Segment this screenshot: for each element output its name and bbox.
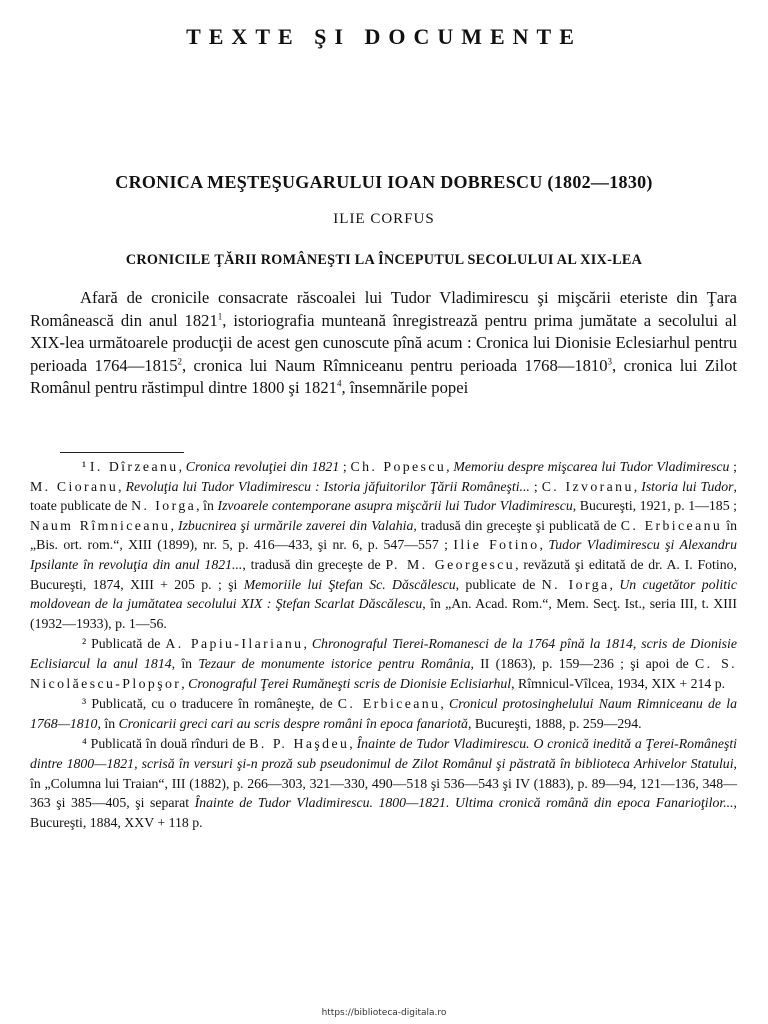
fn-text: , <box>178 459 186 474</box>
fn-text: , <box>303 636 312 652</box>
fn-text: , tradusă din greceşte şi publicată de <box>413 517 621 533</box>
fn-author: I. Dîrzeanu <box>89 459 179 474</box>
fn-title: Chronograful Tierei-Romanesci de la 1764 pînă la 1814, scris de Dionisie Eclisiarcul la anul 1814 <box>30 636 738 671</box>
fn-author: C. Erbiceanu <box>337 696 441 712</box>
fn-text: , <box>349 736 357 752</box>
fn-text: , în „An. Acad. Rom.“, Mem. Secţ. Ist., seria III, t. XIII (1932—1933), p. 1—56. <box>30 596 737 631</box>
article-title: CRONICA MEŞTEŞUGARULUI IOAN DOBRESCU (1802—1830) <box>115 172 653 192</box>
section-title: TEXTE ŞI DOCUMENTE <box>186 24 582 49</box>
fn-title: Înainte de Tudor Vladimirescu. O cronică inedită a Ţerei-Româneşti dintre 1800—1821, scrisă în versuri şi-n proză sub pseudonimul de Zilot Românul şi păstrată în biblioteca Arhivelor Statului <box>30 736 738 771</box>
fn-text: ; <box>529 478 542 494</box>
fn-text: , Bucureşti, 1888, p. 259—294. <box>467 715 642 731</box>
fn-author: M. Cioranu <box>30 478 119 494</box>
chapter-subtitle: CRONICILE ŢĂRII ROMÂNEŞTI LA ÎNCEPUTUL SECOLULUI AL XIX-LEA <box>125 252 643 268</box>
fn-author: A. Papiu-Ilarianu <box>165 636 304 652</box>
footnote-2 <box>30 634 737 693</box>
fn-title: Revoluţia lui Tudor Vladimirescu : Istoria jăfuitorilor Ţării Româneşti... <box>125 478 530 494</box>
fn-title: Istoria lui Tudor <box>641 478 734 494</box>
fn-author: Ch. Popescu <box>350 459 447 474</box>
body-text-run: , cronica lui Zilot Românul pentru răstimpul dintre 1800 şi 1821 <box>30 355 737 398</box>
fn-text: , <box>170 517 178 533</box>
fn-author: Naum Rîmniceanu <box>30 517 171 533</box>
fn-title: Înainte de Tudor Vladimirescu. 1800—1821. Ultima cronică română din epoca Fanarioţilor... <box>194 795 734 811</box>
footnotes-section <box>30 457 737 833</box>
body-text-run: Afară de cronicile consacrate răscoalei lui Tudor Vladimirescu şi mişcării eteriste din Ţara Românească din anul 1821 <box>30 288 737 330</box>
fn-title: Tezaur de monumente istorice pentru România <box>198 655 471 671</box>
fn-text: , <box>609 576 620 592</box>
source-url[interactable]: https://biblioteca-digitala.ro <box>321 1008 447 1018</box>
fn-text: , <box>446 459 454 474</box>
fn-title: Cronica revoluţiei din 1821 <box>185 459 340 474</box>
fn-text: , în <box>97 715 119 731</box>
fn-text: ; <box>729 459 737 474</box>
footnote-ref-2[interactable]: 2 <box>177 356 182 367</box>
fn-text: , <box>181 675 189 691</box>
fn-title: Cronicarii greci cari au scris despre români în epoca fanariotă <box>118 715 468 731</box>
fn-author: N. Iorga <box>131 498 197 514</box>
footnote-ref-1[interactable]: 1 <box>217 311 223 322</box>
footnote-ref-4[interactable]: 4 <box>336 378 342 389</box>
fn-title: Cronicul protosinghelului Naum Rimniceanu de la 1768—1810 <box>30 696 737 731</box>
footnote-4 <box>30 734 737 832</box>
author-name: ILIE CORFUS <box>333 211 435 227</box>
fn-author: P. M. Georgescu <box>385 556 516 572</box>
body-text <box>30 287 737 400</box>
fn-text: Publicată de <box>91 636 166 652</box>
fn-text: , II (1863), p. 159—236 ; şi apoi de <box>470 655 695 671</box>
fn-text: , <box>440 696 450 712</box>
fn-text: ; <box>339 459 351 474</box>
fn-text: , publicate de <box>455 576 542 592</box>
footnote-number: ³ <box>82 696 87 712</box>
fn-title: Memoriile lui Ştefan Sc. Dăscălescu <box>243 576 456 592</box>
fn-title: Izbucnirea şi urmările zaverei din Valahia <box>177 517 414 533</box>
footnote-ref-3[interactable]: 3 <box>607 356 613 367</box>
fn-author: C. Erbiceanu <box>620 517 723 533</box>
fn-text: , Bucureşti, 1921, p. 1—185 ; <box>572 498 737 514</box>
footnote-number: ² <box>82 636 87 652</box>
fn-title: Cronograful Ţerei Rumăneşti scris de Dionisie Eclisiarhul <box>188 675 512 691</box>
body-text-run: , însemnările popei <box>341 378 469 398</box>
body-text-run: , cronica lui Naum Rîmniceanu pentru perioada 1768—1810 <box>182 355 608 375</box>
fn-text: , Bucureşti, 1884, XXV + 118 p. <box>30 795 737 830</box>
fn-text: Publicată în două rînduri de <box>90 736 250 752</box>
footnote-3 <box>30 694 737 733</box>
fn-text: , în <box>196 498 218 514</box>
fn-text: , revăzută şi editată de dr. A. I. Fotino, Bucureşti, 1874, XIII + 205 p. ; şi <box>30 556 737 592</box>
fn-title: Memoriu despre mişcarea lui Tudor Vladimirescu <box>453 459 730 474</box>
footnote-1 <box>30 457 737 633</box>
fn-title: Un cugetător politic moldovean de la jumătatea secolului XIX : Ştefan Scarlat Dăscălescu <box>30 576 737 612</box>
fn-text: Publicată, cu o traducere în româneşte, de <box>91 696 338 712</box>
fn-text: , <box>633 478 642 494</box>
body-paragraph <box>30 287 737 400</box>
body-text-run: , istoriografia munteană înregistrează pentru prima jumătate a secolului al XIX-lea următoarele producţii de acest gen cunoscute pînă acum : Cronica lui Dionisie Eclesiarhul pentru perioada 1764—1815 <box>30 310 738 375</box>
footnote-number: ¹ <box>82 459 87 474</box>
fn-text: , <box>539 537 549 553</box>
fn-text: , <box>118 478 126 494</box>
fn-author: C. S. Nicolăescu-Plopşor <box>30 655 737 691</box>
fn-author: Ilie Fotino <box>453 537 540 553</box>
fn-author: B. P. Haşdeu <box>249 736 350 752</box>
footnote-number: ⁴ <box>82 736 87 752</box>
fn-author: C. Izvoranu <box>541 478 634 494</box>
fn-author: N. Iorga <box>541 576 610 592</box>
fn-text: , în „Columna lui Traian“, III (1882), p. 266—303, 321—330, 490—518 şi 536—543 şi IV (1883), p. 89—94, 121—136, 348—363 şi 385—405, şi separat <box>30 755 737 811</box>
footnote-divider <box>60 452 184 453</box>
fn-text: , în <box>171 655 199 671</box>
fn-title: Tudor Vladimirescu şi Alexandru Ipsilante în revoluţia din anul 1821... <box>30 537 737 572</box>
fn-text: , Rîmnicul-Vîlcea, 1934, XIX + 214 p. <box>511 675 726 691</box>
fn-title: Izvoarele contemporane asupra mişcării lui Tudor Vladimirescu <box>217 498 573 514</box>
fn-text: , toate publicate de <box>30 478 737 514</box>
fn-text: , tradusă din greceşte de <box>242 556 386 572</box>
fn-text: în „Bis. ort. rom.“, XIII (1899), nr. 5, p. 416—433, şi nr. 6, p. 547—557 ; <box>30 517 737 553</box>
